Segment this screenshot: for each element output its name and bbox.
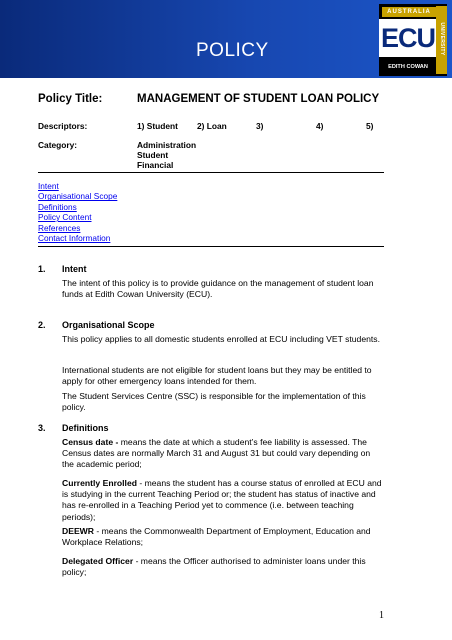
toc-link-contact-information[interactable]: Contact Information — [38, 233, 111, 244]
logo-side-text: UNIVERSITY — [439, 22, 445, 56]
section-3-heading: Definitions — [62, 423, 109, 433]
toc-link-intent[interactable]: Intent — [38, 181, 59, 191]
definition-term: DEEWR — [62, 526, 94, 536]
toc-link-definitions[interactable]: Definitions — [38, 201, 77, 212]
policy-title-label: Policy Title: — [38, 93, 103, 105]
section-2-heading: Organisational Scope — [62, 320, 155, 330]
category-item: Student — [137, 150, 169, 161]
page-number: 1 — [379, 610, 384, 621]
divider-bottom — [38, 246, 384, 247]
definition-term: Census date - — [62, 437, 119, 447]
section-2-number: 2. — [38, 320, 46, 330]
definition-delegated-officer — [62, 556, 384, 578]
descriptor-5: 5) — [366, 121, 374, 131]
logo-bottom-text: EDITH COWAN — [388, 64, 428, 70]
section-1-number: 1. — [38, 264, 46, 274]
table-of-contents — [38, 181, 117, 243]
section-1-text: The intent of this policy is to provide guidance on the management of student loan funds at Edith Cowan University (ECU). — [62, 278, 374, 300]
divider-top — [38, 172, 384, 173]
descriptor-4: 4) — [316, 121, 324, 131]
category-item: Administration — [137, 140, 197, 150]
category-item: Financial — [137, 160, 174, 171]
definition-text: means the date at which a student’s fee liability is assessed. The Census dates are normally March 31 and August 31 but could vary depending on the academic period; — [62, 437, 371, 470]
toc-link-references[interactable]: References — [38, 222, 81, 233]
section-2-paragraph-1: This policy applies to all domestic students enrolled at ECU including VET students. — [62, 334, 380, 344]
toc-link-policy-content[interactable]: Policy Content — [38, 212, 92, 223]
toc-link-organisational-scope[interactable]: Organisational Scope — [38, 191, 118, 202]
banner-title: POLICY — [196, 40, 269, 61]
definition-census-date — [62, 437, 384, 471]
category-label: Category: — [38, 140, 78, 150]
ecu-logo — [379, 4, 447, 76]
section-1-heading: Intent — [62, 264, 87, 274]
section-2-paragraph-3: The Student Services Centre (SSC) is responsible for the implementation of this policy. — [62, 391, 366, 413]
definition-text: - means the student has a course status of enrolled at ECU and is studying in the current Teaching Period or; the student has status of inactive and has re-enrolled in a Teaching Period yet to commence (i.e. between teaching periods); — [62, 478, 382, 522]
descriptor-1: 1) Student — [137, 121, 178, 131]
descriptors-label: Descriptors: — [38, 121, 88, 131]
section-3-number: 3. — [38, 423, 46, 433]
definition-deewr — [62, 526, 384, 548]
logo-main-text: ECU — [379, 19, 437, 57]
logo-side-band — [436, 6, 447, 74]
category-list — [137, 140, 196, 171]
descriptor-3: 3) — [256, 121, 264, 131]
definition-currently-enrolled — [62, 478, 384, 523]
definition-term: Delegated Officer — [62, 556, 134, 566]
descriptor-2: 2) Loan — [197, 121, 227, 131]
section-2-paragraph-2: International students are not eligible for student loans but they may be entitled to apply for other emergency loans intended for them. — [62, 365, 372, 387]
definition-text: - means the Commonwealth Department of Employment, Education and Workplace Relations; — [62, 526, 371, 548]
definition-text: - means the Officer authorised to administer loans under this policy; — [62, 556, 366, 578]
logo-top-text: AUSTRALIA — [382, 7, 436, 17]
definition-term: Currently Enrolled — [62, 478, 137, 488]
header-banner — [0, 0, 452, 78]
policy-title-value: MANAGEMENT OF STUDENT LOAN POLICY — [137, 93, 380, 105]
